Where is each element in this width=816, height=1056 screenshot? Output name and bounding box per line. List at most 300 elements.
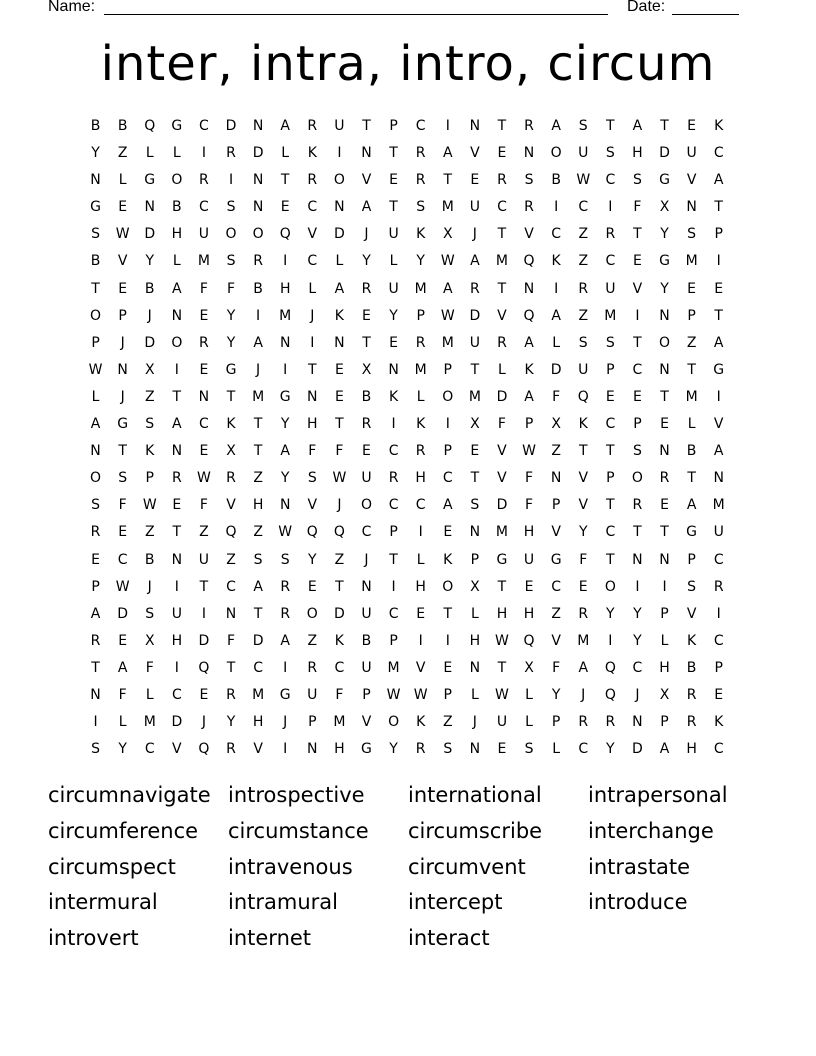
grid-letter: N <box>90 172 101 189</box>
grid-letter: I <box>201 145 206 162</box>
grid-letter: E <box>687 118 697 134</box>
grid-letter: A <box>172 416 182 433</box>
word-list-item: intercept <box>408 890 503 915</box>
grid-letter: L <box>335 253 344 270</box>
grid-letter: H <box>469 632 481 649</box>
grid-letter: D <box>550 361 562 378</box>
grid-letter: G <box>713 361 725 378</box>
grid-row <box>82 547 732 574</box>
grid-letter: T <box>253 443 263 460</box>
grid-letter: E <box>91 551 100 568</box>
grid-letter: Y <box>660 226 669 243</box>
grid-letter: E <box>334 388 344 405</box>
grid-letter: S <box>443 741 453 758</box>
grid-letter: T <box>389 551 398 568</box>
grid-letter: N <box>659 551 670 568</box>
grid-letter: R <box>361 280 372 297</box>
grid-letter: R <box>199 334 209 351</box>
grid-letter: E <box>497 145 507 162</box>
grid-letter: A <box>524 334 534 351</box>
grid-letter: F <box>308 443 317 460</box>
grid-letter: Y <box>633 632 642 649</box>
grid-row <box>82 248 732 275</box>
grid-letter: N <box>659 361 670 378</box>
grid-letter: T <box>497 118 507 134</box>
grid-letter: Q <box>198 659 210 676</box>
grid-letter: T <box>606 497 615 514</box>
grid-letter: O <box>90 470 102 487</box>
grid-letter: N <box>252 118 264 134</box>
grid-letter: J <box>147 307 152 324</box>
grid-letter: V <box>253 741 263 758</box>
grid-letter: M <box>279 307 292 324</box>
grid-letter: T <box>633 524 642 541</box>
grid-letter: C <box>632 361 643 378</box>
grid-letter: I <box>445 118 450 134</box>
grid-letter: E <box>334 361 344 378</box>
grid-letter: P <box>470 551 480 568</box>
grid-letter: E <box>497 741 507 758</box>
grid-letter: E <box>687 280 697 297</box>
grid-letter: Y <box>308 551 317 568</box>
grid-letter: A <box>442 280 453 297</box>
grid-letter: M <box>143 714 156 731</box>
grid-letter: E <box>118 524 128 541</box>
grid-letter: N <box>171 307 183 324</box>
grid-letter: I <box>554 199 559 216</box>
grid-letter: Y <box>578 524 588 541</box>
grid-letter: P <box>389 632 398 649</box>
grid-letter: Q <box>523 632 535 649</box>
grid-letter: L <box>389 253 398 270</box>
grid-row <box>82 113 732 140</box>
grid-letter: S <box>91 226 100 243</box>
grid-letter: T <box>253 605 263 622</box>
grid-letter: K <box>416 714 426 731</box>
grid-letter: I <box>662 578 667 595</box>
grid-row <box>82 384 732 411</box>
grid-letter: U <box>361 470 372 487</box>
grid-letter: C <box>415 118 426 134</box>
grid-letter: P <box>551 714 561 731</box>
grid-letter: K <box>524 361 534 378</box>
grid-letter: I <box>283 253 288 270</box>
grid-letter: F <box>552 659 561 676</box>
grid-letter: M <box>252 388 265 405</box>
grid-letter: M <box>712 497 725 514</box>
grid-letter: X <box>144 361 155 378</box>
grid-row <box>82 628 732 655</box>
grid-letter: G <box>361 741 372 758</box>
grid-letter: X <box>659 686 670 703</box>
grid-letter: Y <box>389 741 398 758</box>
grid-row <box>82 167 732 194</box>
grid-letter: R <box>226 686 236 703</box>
grid-letter: J <box>337 497 342 514</box>
grid-letter: G <box>279 388 291 405</box>
grid-letter: Y <box>145 253 155 270</box>
grid-letter: T <box>389 145 398 162</box>
grid-letter: A <box>280 632 290 649</box>
grid-letter: U <box>578 145 589 162</box>
grid-letter: A <box>280 118 290 134</box>
grid-letter: M <box>495 253 508 270</box>
grid-letter: A <box>90 416 101 433</box>
grid-letter: G <box>144 172 156 189</box>
grid-letter: N <box>659 307 670 324</box>
grid-letter: M <box>685 388 698 405</box>
grid-letter: F <box>633 199 642 216</box>
grid-letter: B <box>144 551 155 568</box>
grid-letter: T <box>308 361 317 378</box>
grid-row <box>82 601 732 628</box>
grid-letter: L <box>145 145 154 162</box>
grid-letter: T <box>389 199 398 216</box>
grid-letter: D <box>469 307 481 324</box>
grid-row <box>82 303 732 330</box>
word-list-item: intrastate <box>588 854 691 879</box>
grid-letter: N <box>117 361 128 378</box>
grid-letter: Z <box>578 226 589 243</box>
grid-letter: Y <box>226 714 236 731</box>
grid-letter: Z <box>578 253 589 270</box>
grid-letter: Y <box>226 334 236 351</box>
grid-letter: I <box>283 741 288 758</box>
grid-letter: Q <box>523 253 535 270</box>
date-label: Date: <box>627 0 666 15</box>
grid-letter: P <box>633 416 642 433</box>
grid-letter: T <box>497 226 507 243</box>
grid-letter: C <box>199 416 209 433</box>
grid-letter: S <box>687 226 697 243</box>
grid-letter: U <box>523 551 535 568</box>
grid-letter: P <box>714 659 723 676</box>
grid-letter: E <box>362 443 371 460</box>
grid-letter: G <box>659 253 670 270</box>
grid-letter: I <box>716 253 721 270</box>
grid-letter: D <box>334 226 345 243</box>
grid-letter: D <box>198 632 210 649</box>
grid-letter: I <box>608 632 613 649</box>
grid-letter: P <box>551 497 561 514</box>
grid-letter: C <box>361 524 372 541</box>
grid-letter: W <box>440 307 455 324</box>
grid-letter: H <box>632 145 643 162</box>
grid-letter: K <box>578 416 588 433</box>
grid-row <box>82 330 732 357</box>
grid-letter: T <box>91 659 100 676</box>
grid-letter: Y <box>389 307 398 324</box>
grid-letter: A <box>442 497 453 514</box>
grid-letter: U <box>686 145 697 162</box>
grid-letter: O <box>171 172 183 189</box>
grid-letter: C <box>713 741 724 758</box>
grid-letter: H <box>171 632 183 649</box>
grid-letter: J <box>201 714 206 731</box>
grid-letter: N <box>632 714 643 731</box>
grid-letter: L <box>416 551 425 568</box>
grid-letter: J <box>472 226 477 243</box>
grid-letter: L <box>172 253 181 270</box>
word-list <box>48 780 768 959</box>
grid-letter: A <box>90 605 101 622</box>
grid-letter: H <box>334 741 345 758</box>
grid-letter: K <box>714 714 724 731</box>
grid-letter: R <box>686 714 697 731</box>
grid-letter: Z <box>117 145 128 162</box>
grid-letter: W <box>88 361 103 378</box>
grid-letter: Y <box>226 307 236 324</box>
grid-letter: V <box>524 226 534 243</box>
grid-letter: N <box>90 686 101 703</box>
grid-letter: C <box>307 199 318 216</box>
grid-letter: O <box>333 172 345 189</box>
grid-letter: A <box>578 659 589 676</box>
grid-letter: U <box>361 659 372 676</box>
name-field-line <box>104 14 608 15</box>
grid-letter: F <box>226 280 236 297</box>
grid-letter: I <box>174 659 179 676</box>
grid-letter: D <box>496 388 508 405</box>
grid-letter: O <box>90 307 102 324</box>
grid-letter: E <box>416 605 426 622</box>
grid-letter: C <box>551 578 562 595</box>
grid-row <box>82 438 732 465</box>
grid-letter: H <box>659 659 670 676</box>
grid-letter: S <box>524 172 534 189</box>
grid-letter: F <box>118 686 127 703</box>
grid-letter: M <box>604 307 617 324</box>
grid-letter: C <box>713 145 724 162</box>
word-list-item: intravenous <box>228 854 353 879</box>
grid-letter: T <box>335 416 344 433</box>
grid-letter: Q <box>279 226 291 243</box>
grid-letter: U <box>469 199 480 216</box>
grid-letter: J <box>364 551 369 568</box>
grid-letter: Y <box>280 416 290 433</box>
grid-letter: Q <box>144 118 156 134</box>
grid-letter: O <box>252 226 264 243</box>
grid-letter: L <box>660 632 669 649</box>
grid-letter: O <box>225 226 237 243</box>
grid-letter: V <box>117 253 128 270</box>
grid-letter: V <box>172 741 182 758</box>
grid-letter: U <box>496 714 508 731</box>
grid-letter: S <box>416 199 426 216</box>
grid-letter: V <box>686 605 697 622</box>
grid-letter: J <box>581 686 586 703</box>
grid-letter: M <box>414 280 427 297</box>
grid-letter: C <box>199 199 209 216</box>
grid-letter: I <box>716 388 721 405</box>
grid-letter: E <box>660 416 669 433</box>
grid-letter: D <box>659 145 670 162</box>
grid-letter: J <box>147 578 152 595</box>
grid-letter: Q <box>198 741 210 758</box>
grid-row <box>82 465 732 492</box>
grid-letter: P <box>687 551 696 568</box>
grid-letter: C <box>334 659 345 676</box>
grid-letter: G <box>90 199 101 216</box>
grid-letter: J <box>283 714 288 731</box>
grid-letter: Q <box>604 659 616 676</box>
grid-letter: N <box>469 741 481 758</box>
grid-row <box>82 682 732 709</box>
grid-letter: C <box>415 497 426 514</box>
grid-letter: P <box>443 686 452 703</box>
grid-letter: P <box>91 334 100 351</box>
word-list-item: circumstance <box>228 818 369 843</box>
grid-letter: R <box>578 714 589 731</box>
grid-letter: R <box>497 334 507 351</box>
grid-row <box>82 276 732 303</box>
grid-letter: F <box>525 470 534 487</box>
grid-letter: T <box>470 470 480 487</box>
grid-letter: T <box>362 118 371 134</box>
grid-letter: U <box>605 280 616 297</box>
grid-letter: P <box>443 361 452 378</box>
grid-letter: P <box>118 307 127 324</box>
grid-letter: Q <box>604 686 616 703</box>
grid-letter: I <box>445 416 450 433</box>
grid-letter: C <box>307 253 318 270</box>
grid-letter: V <box>686 172 697 189</box>
grid-letter: L <box>552 741 561 758</box>
grid-letter: L <box>91 388 100 405</box>
grid-letter: A <box>551 118 561 134</box>
grid-letter: T <box>253 416 263 433</box>
grid-letter: S <box>118 470 128 487</box>
grid-letter: E <box>118 199 128 216</box>
grid-letter: D <box>225 118 237 134</box>
grid-letter: A <box>280 443 290 460</box>
grid-letter: H <box>523 605 535 622</box>
grid-letter: B <box>144 280 155 297</box>
page-title: inter, intra, intro, circum <box>100 36 716 92</box>
grid-letter: W <box>495 686 509 703</box>
grid-letter: Y <box>416 253 425 270</box>
grid-letter: A <box>713 443 724 460</box>
grid-letter: W <box>115 578 130 595</box>
grid-letter: C <box>388 497 399 514</box>
grid-letter: L <box>145 686 154 703</box>
grid-letter: K <box>388 388 399 405</box>
grid-letter: Y <box>91 145 100 162</box>
grid-letter: Z <box>253 524 263 541</box>
grid-row <box>82 492 732 519</box>
grid-letter: V <box>361 172 372 189</box>
grid-letter: N <box>171 443 183 460</box>
grid-letter: W <box>413 686 428 703</box>
grid-letter: T <box>606 118 615 134</box>
grid-letter: R <box>415 443 426 460</box>
grid-letter: C <box>497 199 507 216</box>
grid-letter: C <box>117 551 128 568</box>
grid-letter: I <box>391 578 396 595</box>
word-list-item: circumvent <box>408 854 526 879</box>
word-list-item: interchange <box>588 818 714 843</box>
grid-row <box>82 357 732 384</box>
grid-letter: I <box>228 172 234 189</box>
grid-letter: R <box>497 172 507 189</box>
grid-letter: W <box>495 632 509 649</box>
grid-letter: A <box>713 172 724 189</box>
grid-letter: C <box>578 741 589 758</box>
grid-letter: M <box>685 253 698 270</box>
grid-letter: Y <box>606 605 615 622</box>
grid-letter: R <box>415 172 426 189</box>
grid-letter: K <box>334 632 344 649</box>
grid-letter: Z <box>144 524 155 541</box>
grid-letter: Q <box>577 388 589 405</box>
grid-letter: W <box>386 686 401 703</box>
grid-letter: U <box>198 551 210 568</box>
grid-letter: K <box>145 443 155 460</box>
grid-letter: T <box>226 388 236 405</box>
word-list-item: introduce <box>588 890 688 915</box>
grid-letter: G <box>117 416 129 433</box>
grid-letter: D <box>252 145 264 162</box>
grid-letter: P <box>660 714 669 731</box>
grid-letter: B <box>172 199 182 216</box>
grid-letter: F <box>335 443 344 460</box>
grid-letter: T <box>660 388 669 405</box>
grid-letter: Y <box>280 470 290 487</box>
grid-letter: T <box>91 280 100 297</box>
grid-letter: O <box>604 578 616 595</box>
grid-letter: C <box>605 524 616 541</box>
grid-letter: C <box>605 253 616 270</box>
grid-letter: J <box>635 686 640 703</box>
grid-letter: W <box>332 470 347 487</box>
grid-letter: D <box>144 226 156 243</box>
grid-letter: V <box>361 714 372 731</box>
grid-letter: C <box>388 443 399 460</box>
grid-letter: P <box>660 605 669 622</box>
grid-letter: F <box>552 388 561 405</box>
word-list-item: internet <box>228 926 312 950</box>
grid-letter: P <box>416 307 425 324</box>
grid-letter: I <box>391 416 396 433</box>
grid-letter: P <box>606 470 615 487</box>
grid-letter: E <box>389 334 398 351</box>
grid-letter: R <box>415 741 426 758</box>
grid-letter: R <box>226 145 236 162</box>
grid-letter: L <box>525 714 533 731</box>
grid-letter: I <box>418 524 423 541</box>
grid-letter: V <box>551 524 561 541</box>
grid-letter: F <box>199 280 208 297</box>
grid-letter: H <box>686 741 697 758</box>
grid-letter: R <box>307 659 318 676</box>
grid-letter: T <box>172 388 182 405</box>
grid-letter: N <box>361 578 372 595</box>
grid-letter: N <box>388 361 399 378</box>
grid-letter: E <box>470 172 480 189</box>
grid-letter: T <box>714 199 723 216</box>
grid-letter: R <box>226 470 236 487</box>
word-list-item: circumnavigate <box>48 783 211 807</box>
grid-letter: Z <box>551 605 561 622</box>
grid-letter: F <box>145 659 154 676</box>
grid-letter: Z <box>551 443 561 460</box>
grid-letter: C <box>144 741 155 758</box>
grid-letter: D <box>117 605 129 622</box>
grid-letter: R <box>226 741 236 758</box>
grid-letter: X <box>226 443 236 460</box>
grid-letter: G <box>686 524 698 541</box>
grid-letter: G <box>225 361 237 378</box>
